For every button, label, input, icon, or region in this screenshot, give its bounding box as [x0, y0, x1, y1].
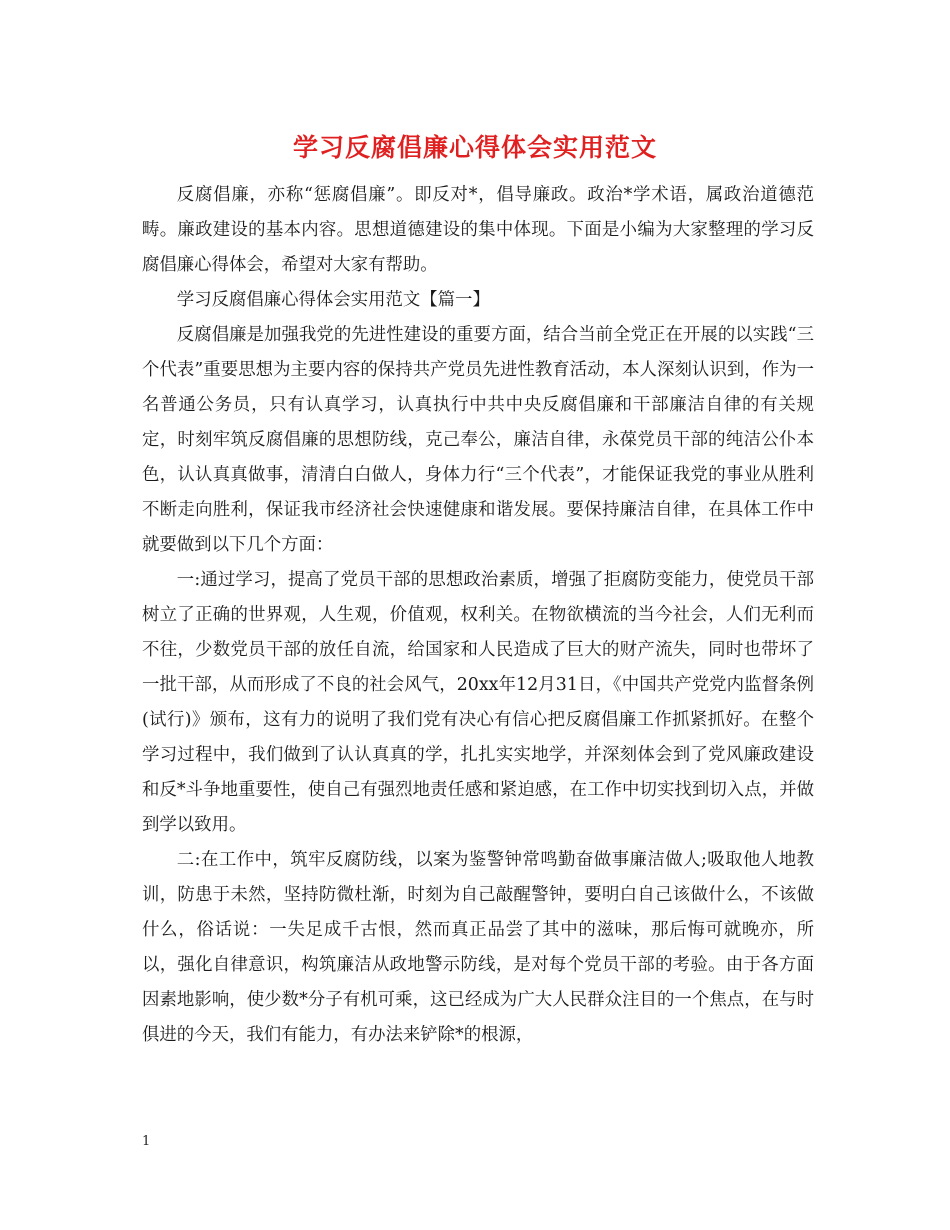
- page-number: 1: [142, 1134, 151, 1149]
- body-paragraph: 二:在工作中，筑牢反腐防线，以案为鉴警钟常鸣勤奋做事廉洁做人;吸取他人地教训，防患于未然，坚持防微杜渐，时刻为自己敲醒警钟，要明白自己该做什么，不该做什么，俗话说：一失足成千古恨，然而真正品尝了其中的滋味，那后悔可就晚亦，所以，强化自律意识，构筑廉洁从政地警示防线，是对每个党员干部的考验。由于各方面因素地影响，使少数*分子有机可乘，这已经成为广大人民群众注目的一个焦点，在与时俱进的今天，我们有能力，有办法来铲除*的根源，: [142, 850, 814, 1045]
- intro-paragraph: 反腐倡廉，亦称“惩腐倡廉”。即反对*，倡导廉政。政治*学术语，属政治道德范畴。廉政建设的基本内容。思想道德建设的集中体现。下面是小编为大家整理的学习反腐倡廉心得体会，希望对大家有帮助。: [142, 185, 814, 275]
- document-body: [142, 178, 814, 1053]
- document-title: 学习反腐倡廉心得体会实用范文: [292, 133, 657, 162]
- body-paragraph: 反腐倡廉是加强我党的先进性建设的重要方面，结合当前全党正在开展的以实践“三个代表”重要思想为主要内容的保持共产党员先进性教育活动，本人深刻认识到，作为一名普通公务员，只有认真学习，认真执行中共中央反腐倡廉和干部廉洁自律的有关规定，时刻牢筑反腐倡廉的思想防线，克己奉公，廉洁自律，永葆党员干部的纯洁公仆本色，认认真真做事，清清白白做人，身体力行“三个代表”，才能保证我党的事业从胜利不断走向胜利，保证我市经济社会快速健康和谐发展。要保持廉洁自律，在具体工作中就要做到以下几个方面：: [142, 325, 814, 555]
- section-heading: 学习反腐倡廉心得体会实用范文【篇一】: [176, 290, 490, 310]
- body-paragraph: 一:通过学习，提高了党员干部的思想政治素质，增强了拒腐防变能力，使党员干部树立了正确的世界观，人生观，价值观，权利关。在物欲横流的当今社会，人们无利而不往，少数党员干部的放任自流，给国家和人民造成了巨大的财产流失，同时也带坏了一批干部，从而形成了不良的社会风气，20xx年12月31日，《中国共产党党内监督条例(试行)》颁布，这有力的说明了我们党有决心有信心把反腐倡廉工作抓紧抓好。在整个学习过程中，我们做到了认认真真的学，扎扎实实地学，并深刻体会到了党风廉政建设和反*斗争地重要性，使自己有强烈地责任感和紧迫感，在工作中切实找到切入点，并做到学以致用。: [142, 570, 814, 835]
